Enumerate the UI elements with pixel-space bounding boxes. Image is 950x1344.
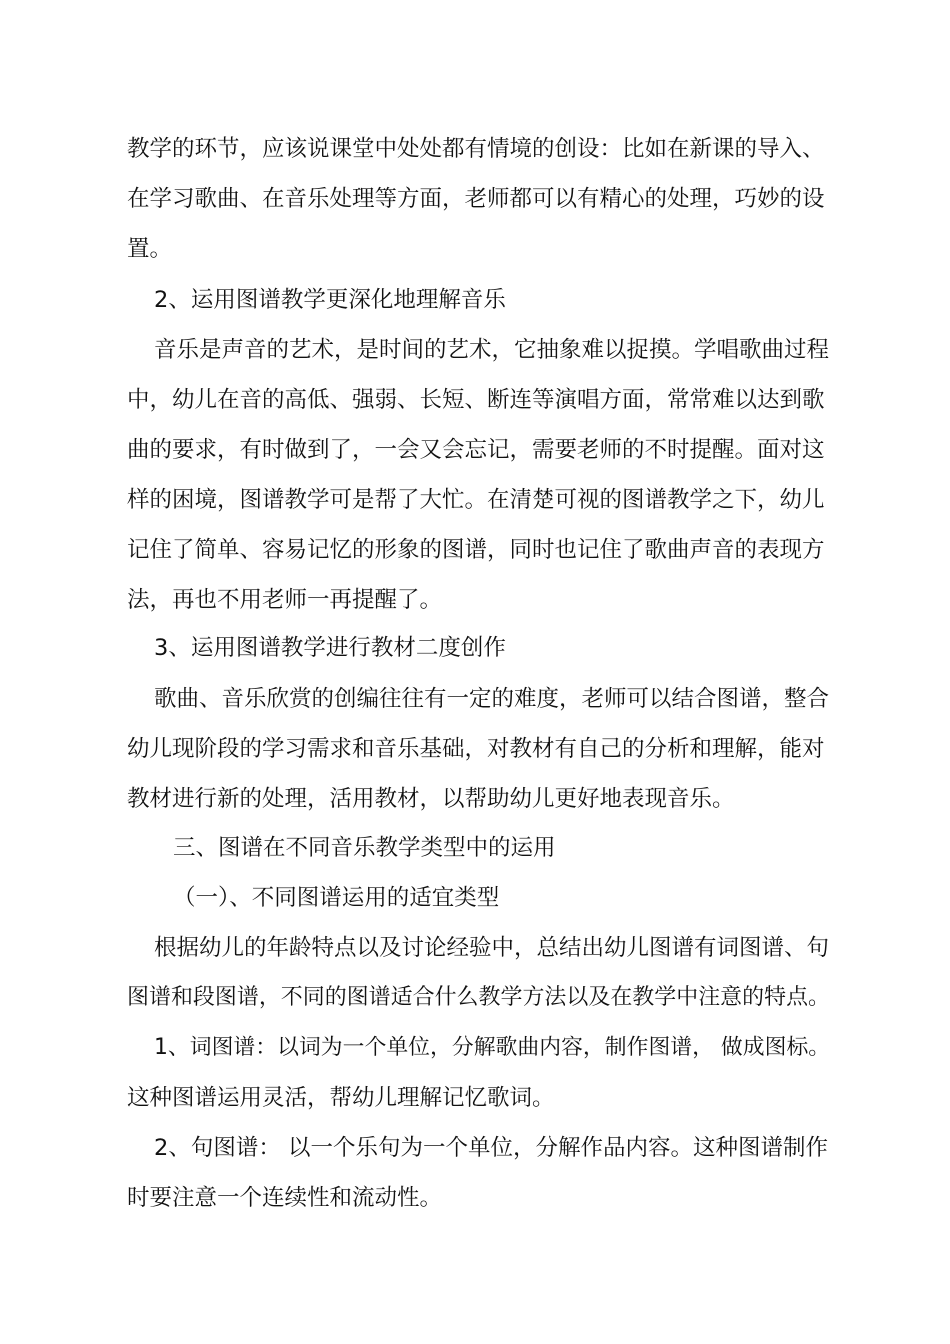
text-line: 教学的环节，应该说课堂中处处都有情境的创设：比如在新课的导入、 [127, 136, 825, 162]
text-line: 法，再也不用老师一再提醒了。 [127, 587, 443, 613]
text-line: 记住了简单、容易记忆的形象的图谱，同时也记住了歌曲声音的表现方 [127, 537, 825, 563]
text-line: 样的困境，图谱教学可是帮了大忙。在清楚可视的图谱教学之下，幼儿 [127, 487, 825, 513]
text-line: 1、词图谱：以词为一个单位，分解歌曲内容，制作图谱， 做成图标。 [154, 1035, 831, 1060]
section-heading: 2、运用图谱教学更深化地理解音乐 [154, 287, 506, 313]
subsection-heading: （一）、不同图谱运用的适宜类型 [173, 885, 500, 911]
text-line: 音乐是声音的艺术，是时间的艺术，它抽象难以捉摸。学唱歌曲过程 [154, 337, 830, 363]
text-line: 时要注意一个连续性和流动性。 [127, 1185, 443, 1211]
text-line: 中，幼儿在音的高低、强弱、长短、断连等演唱方面，常常难以达到歌 [127, 387, 825, 413]
text-line: 教材进行新的处理，活用教材，以帮助幼儿更好地表现音乐。 [127, 786, 735, 812]
text-line: 曲的要求，有时做到了，一会又会忘记，需要老师的不时提醒。面对这 [127, 437, 825, 463]
text-line: 幼儿现阶段的学习需求和音乐基础，对教材有自己的分析和理解，能对 [127, 736, 825, 762]
text-line: 根据幼儿的年龄特点以及讨论经验中，总结出幼儿图谱有词图谱、句 [154, 935, 830, 961]
text-line: 歌曲、音乐欣赏的创编往往有一定的难度，老师可以结合图谱，整合 [154, 686, 830, 712]
text-line: 置。 [127, 236, 173, 262]
section-heading: 三、图谱在不同音乐教学类型中的运用 [173, 835, 556, 861]
section-heading: 3、运用图谱教学进行教材二度创作 [154, 635, 506, 661]
text-line: 在学习歌曲、在音乐处理等方面，老师都可以有精心的处理，巧妙的设 [127, 186, 825, 212]
text-line: 2、句图谱： 以一个乐句为一个单位，分解作品内容。这种图谱制作 [154, 1135, 828, 1161]
text-line: 图谱和段图谱，不同的图谱适合什么教学方法以及在教学中注意的特点。 [127, 985, 831, 1010]
text-line: 这种图谱运用灵活，帮幼儿理解记忆歌词。 [127, 1085, 555, 1111]
